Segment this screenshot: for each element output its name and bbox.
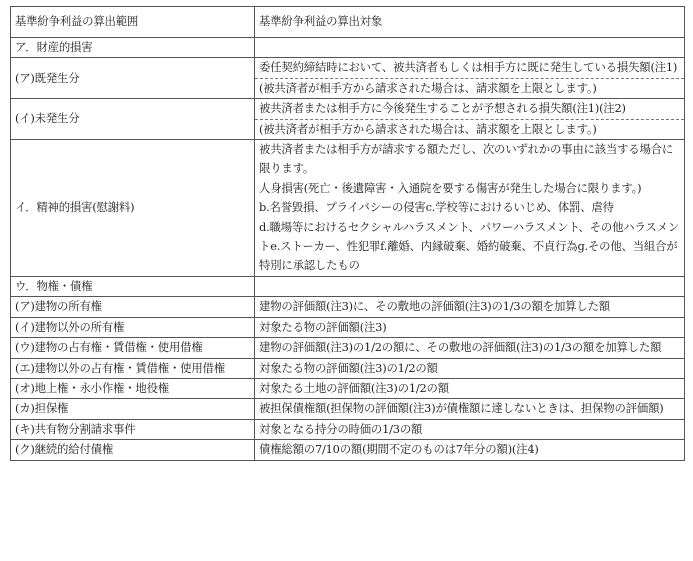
section-u-title: ウ．物権・債権 [11, 276, 255, 296]
row-text-already-occurred: 委任契約締結時において、被共済者もしくは相手方に既に発生している損失額(注1) [255, 58, 685, 78]
table-row [11, 58, 685, 78]
row-text-not-occurred: 被共済者または相手方に今後発生することが予想される損失額(注1)(注2) [255, 99, 685, 119]
mental-damage-line-3: b.名誉毀損、プライバシーの侵害c.学校等におけるいじめ、体罰、虐待 [259, 200, 614, 215]
row-note-not-occurred: (被共済者が相手方から請求された場合は、請求額を上限とします。) [255, 119, 685, 139]
row-text: 対象たる土地の評価額(注3)の1/2の額 [255, 378, 685, 398]
header-calc-range: 基準紛争利益の算出範囲 [11, 7, 255, 38]
table-row [11, 297, 685, 317]
row-label: (ク)継続的給付債権 [11, 440, 255, 460]
table-row [11, 419, 685, 439]
row-label-already-occurred: (ア)既発生分 [11, 58, 255, 99]
row-text: 債権総額の7/10の額(期間不定のものは7年分の額)(注4) [255, 440, 685, 460]
row-text: 対象たる物の評価額(注3) [255, 317, 685, 337]
section-a-empty-cell [255, 38, 685, 58]
row-label: (イ)建物以外の所有権 [11, 317, 255, 337]
document-area [10, 6, 684, 461]
mental-damage-line-4: d.職場等におけるセクシャルハラスメント、パワーハラスメント、その他ハラスメントe.ストーカー、性犯罪f.離婚、内縁破棄、婚約破棄、不貞行為g.その他、当組合が特別に承認したもの [259, 219, 679, 273]
row-text: 被担保債権額(担保物の評価額(注3)が債権額に達しないときは、担保物の評価額) [255, 399, 685, 419]
section-a-title: ア．財産的損害 [11, 38, 255, 58]
table-row [11, 399, 685, 419]
row-note-already-occurred: (被共済者が相手方から請求された場合は、請求額を上限とします。) [255, 78, 685, 98]
row-label: (カ)担保権 [11, 399, 255, 419]
table-row [11, 338, 685, 358]
table-row [11, 99, 685, 119]
row-label: (エ)建物以外の占有権・賃借権・使用借権 [11, 358, 255, 378]
section-a-title-row [11, 38, 685, 58]
row-label: (キ)共有物分割請求事件 [11, 419, 255, 439]
row-text-mental-damage [255, 140, 685, 277]
table-row [11, 440, 685, 460]
mental-damage-line-2: 人身損害(死亡・後遺障害・入通院を要する傷害が発生した場合に限ります。) [259, 180, 642, 195]
table-row [11, 317, 685, 337]
header-calc-target: 基準紛争利益の算出対象 [255, 7, 685, 38]
section-u-empty-cell [255, 276, 685, 296]
row-label-mental-damage: イ．精神的損害(慰謝料) [11, 140, 255, 277]
table-row [11, 358, 685, 378]
row-label-not-occurred: (イ)未発生分 [11, 99, 255, 140]
table-row [11, 140, 685, 277]
row-label: (オ)地上権・永小作権・地役権 [11, 378, 255, 398]
row-label: (ア)建物の所有権 [11, 297, 255, 317]
row-text: 対象となる持分の時価の1/3の額 [255, 419, 685, 439]
section-u-title-row [11, 276, 685, 296]
row-text: 対象たる物の評価額(注3)の1/2の額 [255, 358, 685, 378]
table-row [11, 378, 685, 398]
row-label: (ウ)建物の占有権・賃借権・使用借権 [11, 338, 255, 358]
dispute-benefit-table [10, 6, 685, 461]
row-text: 建物の評価額(注3)の1/2の額に、その敷地の評価額(注3)の1/3の額を加算した額 [255, 338, 685, 358]
mental-damage-line-1: 被共済者または相手方が請求する額ただし、次のいずれかの事由に該当する場合に限ります。 [259, 142, 674, 176]
row-text: 建物の評価額(注3)に、その敷地の評価額(注3)の1/3の額を加算した額 [255, 297, 685, 317]
table-header-row [11, 7, 685, 38]
